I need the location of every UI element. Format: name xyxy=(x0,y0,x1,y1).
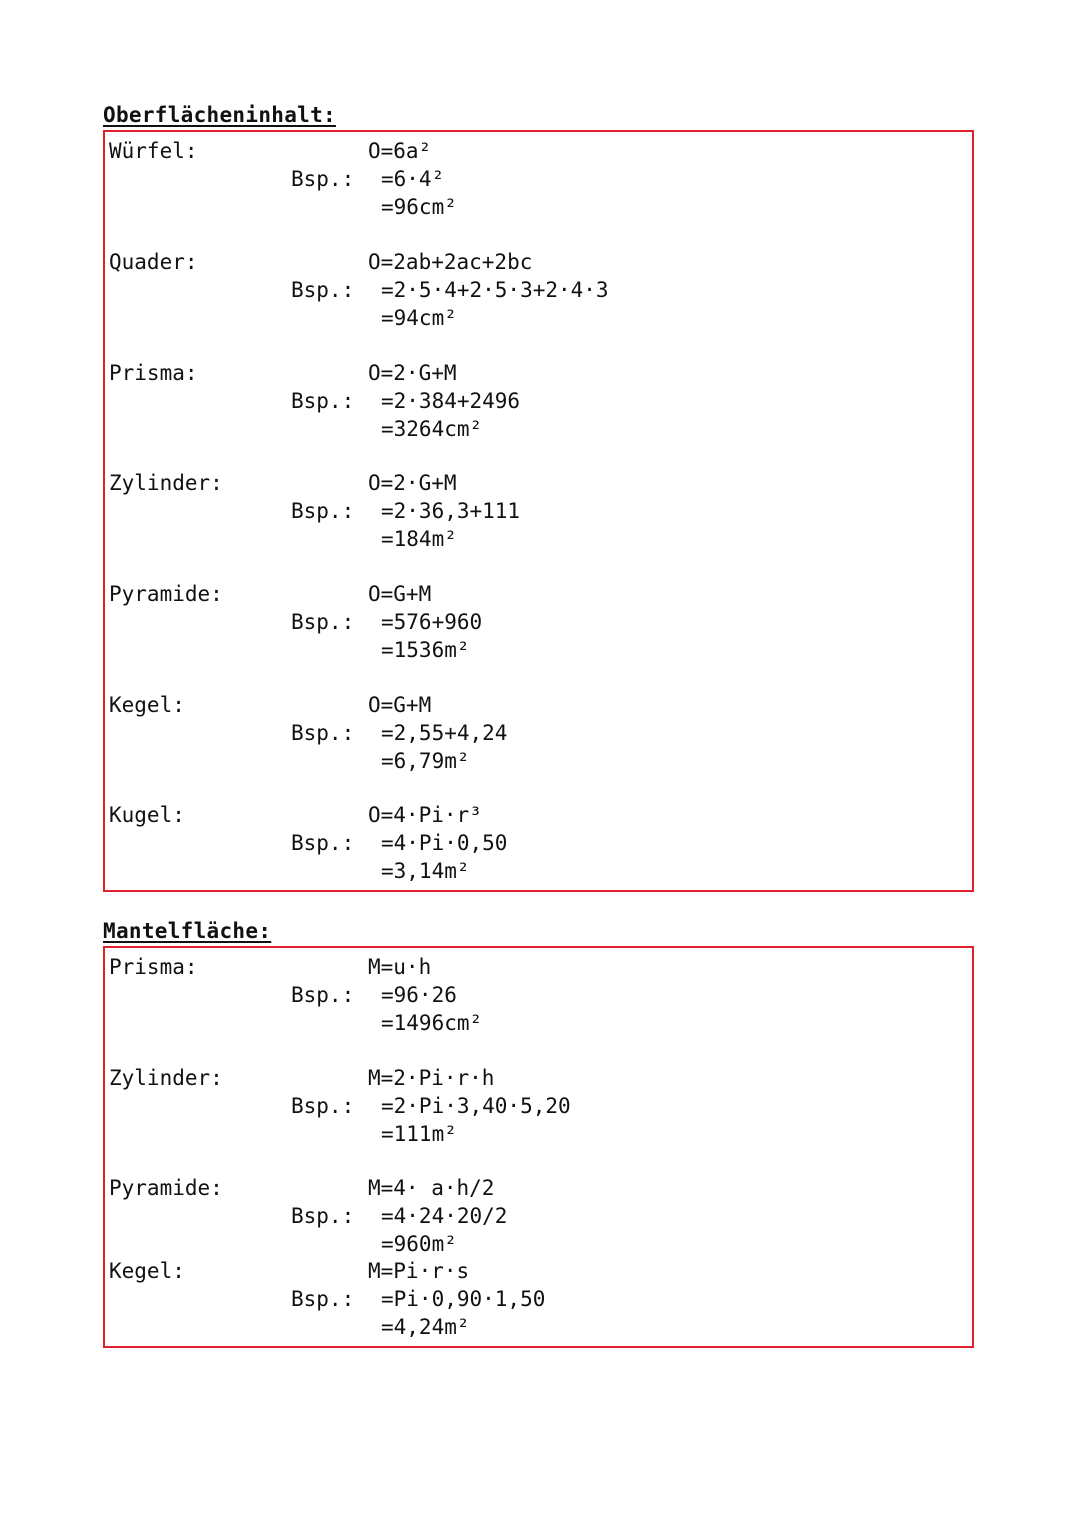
example-label: Bsp.: xyxy=(291,721,355,745)
example-label: Bsp.: xyxy=(291,1204,355,1228)
shape-label: Kegel: xyxy=(109,693,185,717)
shape-label: Prisma: xyxy=(109,955,198,979)
example-result: =1496cm² xyxy=(381,1011,483,1035)
example-result: =3264cm² xyxy=(381,417,483,441)
example-label: Bsp.: xyxy=(291,499,355,523)
formula-text: M=4· a·h/2 xyxy=(368,1176,495,1200)
example-step: =96·26 xyxy=(381,983,457,1007)
formula-entry-prisma xyxy=(105,354,972,444)
example-step: =2·36,3+111 xyxy=(381,499,521,523)
formula-text: O=2ab+2ac+2bc xyxy=(368,250,533,274)
example-step: =Pi·0,90·1,50 xyxy=(381,1287,546,1311)
shape-label: Kugel: xyxy=(109,803,185,827)
example-label: Bsp.: xyxy=(291,983,355,1007)
example-result: =94cm² xyxy=(381,306,457,330)
formula-entry-kegel xyxy=(105,686,972,776)
example-label: Bsp.: xyxy=(291,167,355,191)
example-result: =111m² xyxy=(381,1122,457,1146)
example-step: =2·384+2496 xyxy=(381,389,521,413)
lateral-surface-box xyxy=(103,946,974,1348)
example-label: Bsp.: xyxy=(291,1094,355,1118)
shape-label: Zylinder: xyxy=(109,1066,223,1090)
example-label: Bsp.: xyxy=(291,610,355,634)
surface-area-box xyxy=(103,130,974,892)
example-result: =960m² xyxy=(381,1232,457,1256)
example-label: Bsp.: xyxy=(291,831,355,855)
formula-entry-pyramide xyxy=(105,1169,972,1259)
example-step: =2,55+4,24 xyxy=(381,721,508,745)
formula-text: O=2·G+M xyxy=(368,471,457,495)
example-result: =3,14m² xyxy=(381,859,470,883)
example-step: =4·Pi·0,50 xyxy=(381,831,508,855)
lateral-surface-heading: Mantelfläche: xyxy=(103,919,272,943)
formula-text: O=6a² xyxy=(368,139,432,163)
shape-label: Pyramide: xyxy=(109,1176,223,1200)
example-result: =4,24m² xyxy=(381,1315,470,1339)
formula-entry-kegel xyxy=(105,1252,972,1342)
example-result: =6,79m² xyxy=(381,749,470,773)
example-label: Bsp.: xyxy=(291,1287,355,1311)
formula-entry-prisma xyxy=(105,948,972,1038)
formula-text: O=4·Pi·r³ xyxy=(368,803,482,827)
formula-text: O=G+M xyxy=(368,582,432,606)
example-step: =6·4² xyxy=(381,167,445,191)
formula-entry-pyramide xyxy=(105,575,972,665)
shape-label: Pyramide: xyxy=(109,582,223,606)
example-result: =1536m² xyxy=(381,638,470,662)
formula-text: O=2·G+M xyxy=(368,361,457,385)
formula-entry-zylinder xyxy=(105,1059,972,1149)
shape-label: Kegel: xyxy=(109,1259,185,1283)
shape-label: Zylinder: xyxy=(109,471,223,495)
formula-entry-quader xyxy=(105,243,972,333)
shape-label: Würfel: xyxy=(109,139,198,163)
formula-entry-wuerfel xyxy=(105,132,972,222)
shape-label: Prisma: xyxy=(109,361,198,385)
formula-text: M=Pi·r·s xyxy=(368,1259,470,1283)
example-step: =4·24·20/2 xyxy=(381,1204,508,1228)
example-step: =2·Pi·3,40·5,20 xyxy=(381,1094,571,1118)
formula-entry-zylinder xyxy=(105,464,972,554)
example-step: =2·5·4+2·5·3+2·4·3 xyxy=(381,278,609,302)
formula-text: O=G+M xyxy=(368,693,432,717)
formula-text: M=u·h xyxy=(368,955,432,979)
formula-text: M=2·Pi·r·h xyxy=(368,1066,495,1090)
example-label: Bsp.: xyxy=(291,389,355,413)
formula-entry-kugel xyxy=(105,796,972,886)
example-result: =184m² xyxy=(381,527,457,551)
example-label: Bsp.: xyxy=(291,278,355,302)
example-step: =576+960 xyxy=(381,610,483,634)
surface-area-heading: Oberflächeninhalt: xyxy=(103,103,336,127)
shape-label: Quader: xyxy=(109,250,198,274)
example-result: =96cm² xyxy=(381,195,457,219)
